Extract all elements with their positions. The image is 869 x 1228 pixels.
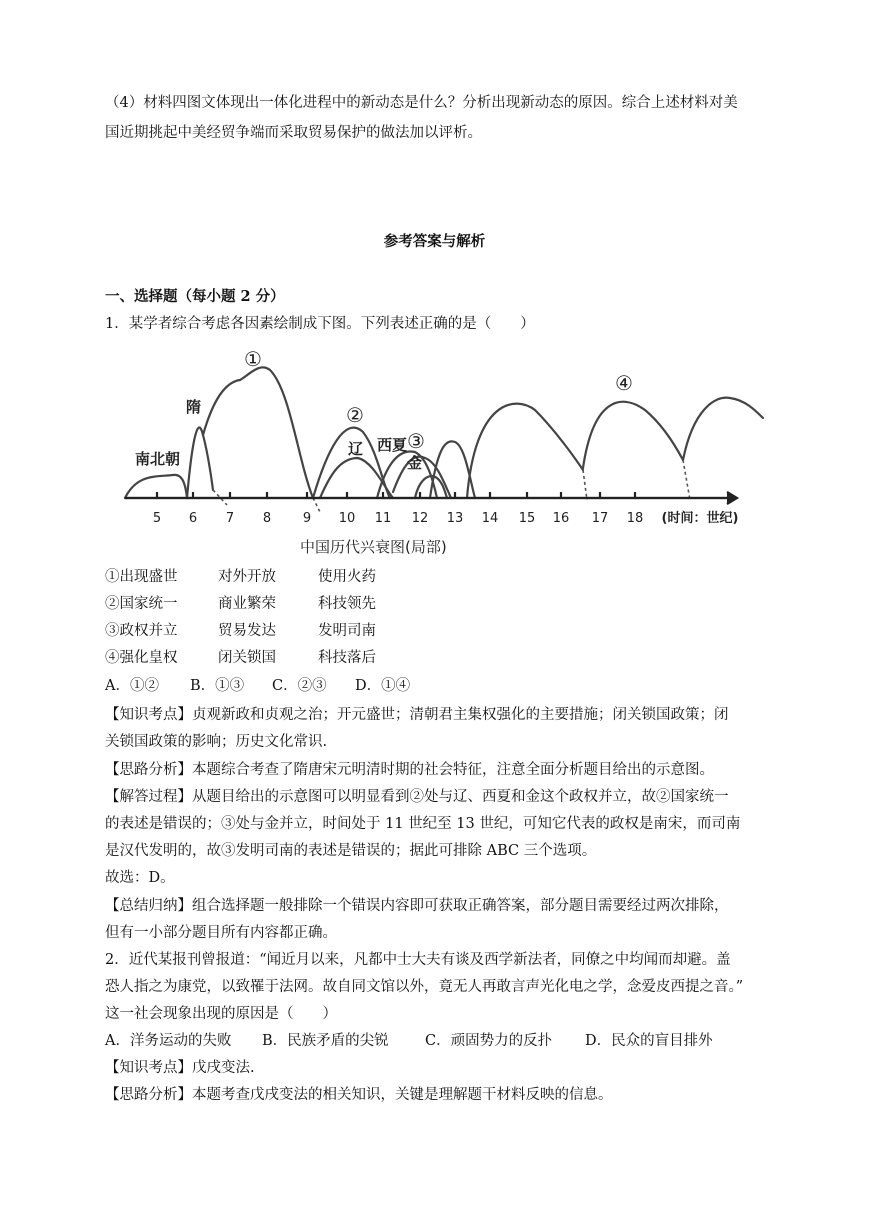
row-1-col-1: ①出现盛世 — [105, 569, 178, 585]
tick-label: 6 — [188, 511, 198, 526]
q2-stem-3: 这一社会现象出现的原因是（ ） — [105, 1006, 337, 1022]
q1-analysis: 【思路分析】本题综合考查了隋唐宋元明清时期的社会特征，注意全面分析题目给出的示意图。 — [105, 762, 714, 778]
choice-c: C．②③ — [272, 678, 327, 694]
tick-label: 15 — [518, 511, 536, 526]
marker-4: ④ — [615, 371, 633, 395]
tick-label: 18 — [626, 511, 644, 526]
tick-label: 14 — [481, 511, 499, 526]
label-xixia: 西夏 — [377, 436, 408, 454]
q4-line-1: （4）材料四图文体现出一体化进程中的新动态是什么？分析出现新动态的原因。综合上述材料对美 — [105, 95, 738, 111]
marker-2: ② — [346, 403, 364, 427]
figure-caption: 中国历代兴衰图(局部) — [300, 538, 447, 556]
row-3-col-3: 发明司南 — [318, 623, 376, 639]
tick-label: 11 — [374, 511, 392, 526]
tick-label: 5 — [152, 511, 162, 526]
q2-analysis: 【思路分析】本题考查戊戌变法的相关知识，关键是理解题干材料反映的信息。 — [105, 1087, 613, 1103]
q1-knowledge-2: 关锁国政策的影响；历史文化常识. — [105, 734, 328, 750]
row-3-col-1: ③政权并立 — [105, 623, 178, 639]
q1-knowledge-1: 【知识考点】贞观新政和贞观之治；开元盛世；清朝君主集权强化的主要措施；闭关锁国政策；闭 — [105, 707, 729, 723]
row-2-col-3: 科技领先 — [318, 596, 376, 612]
q1-process-2: 的表述是错误的；③处与金并立，时间处于 11 世纪至 13 世纪，可知它代表的政权是南宋，而司南 — [105, 816, 741, 832]
row-1-col-3: 使用火药 — [318, 569, 376, 585]
choice-d: D．①④ — [355, 678, 411, 694]
tick-label: 9 — [302, 511, 312, 526]
tick-label: 13 — [446, 511, 464, 526]
label-jin: 金 — [407, 454, 423, 472]
row-4-col-2: 闭关锁国 — [218, 650, 276, 666]
curve-tang — [203, 367, 313, 498]
curve-ming — [467, 404, 583, 498]
q2-stem-1: 2．近代某报刊曾报道：“闻近月以来，凡都中士大夫有谈及西学新法者，同僚之中均闻而却避。盖 — [105, 952, 731, 968]
axis-unit-label: (时间：世纪) — [661, 511, 739, 526]
tick-label: 17 — [591, 511, 609, 526]
q2-stem-2: 恐人指之为康党，以致罹于法网。故自同文馆以外，竟无人再敢言声光化电之学，念爱皮西提之音。” — [105, 979, 744, 995]
row-4-col-1: ④强化皇权 — [105, 650, 178, 666]
choice-a: A．①② — [105, 678, 159, 694]
section-heading: 一、选择题（每小题 2 分） — [105, 288, 285, 305]
row-4-col-3: 科技落后 — [318, 650, 376, 666]
q1-answer: 故选：D。 — [105, 870, 175, 886]
tick-label: 8 — [262, 511, 272, 526]
curve-sui — [187, 428, 213, 498]
q1-process-3: 是汉代发明的，故③发明司南的表述是错误的；据此可排除 ABC 三个选项。 — [105, 843, 597, 859]
row-2-col-2: 商业繁荣 — [218, 596, 276, 612]
curve-ming-3 — [583, 402, 683, 468]
choice-b: B．①③ — [190, 678, 245, 694]
row-2-col-1: ②国家统一 — [105, 596, 178, 612]
q1-stem: 1．某学者综合考虑各因素绘制成下图。下列表述正确的是（ ） — [105, 316, 535, 332]
marker-3: ③ — [407, 429, 425, 453]
tick-label: 7 — [225, 511, 235, 526]
q2-choice-c: C．顽固势力的反扑 — [425, 1033, 553, 1049]
q2-choice-b: B．民族矛盾的尖锐 — [262, 1033, 389, 1049]
marker-1: ① — [244, 347, 262, 371]
tick-label: 10 — [338, 511, 356, 526]
label-nanbeichao: 南北朝 — [135, 450, 181, 468]
q2-choice-a: A．洋务运动的失败 — [105, 1033, 232, 1049]
dynasty-rise-fall-figure — [115, 340, 765, 565]
label-sui: 隋 — [186, 398, 202, 416]
q2-knowledge: 【知识考点】戊戌变法. — [105, 1060, 255, 1076]
label-liao: 辽 — [348, 440, 364, 458]
row-3-col-2: 贸易发达 — [218, 623, 276, 639]
tick-label: 12 — [411, 511, 429, 526]
q1-summary-2: 但有一小部分题目所有内容都正确。 — [105, 925, 337, 941]
answer-title: 参考答案与解析 — [383, 233, 486, 250]
row-1-col-2: 对外开放 — [218, 569, 276, 585]
tick-label: 16 — [552, 511, 570, 526]
q2-choice-d: D．民众的盲目排外 — [585, 1033, 713, 1049]
curve-qing — [683, 398, 763, 460]
q1-process-1: 【解答过程】从题目给出的示意图可以明显看到②处与辽、西夏和金这个政权并立，故②国家统一 — [105, 789, 729, 805]
q1-summary-1: 【总结归纳】组合选择题一般排除一个错误内容即可获取正确答案，部分题目需要经过两次排除， — [105, 898, 729, 914]
q4-line-2: 国近期挑起中美经贸争端而采取贸易保护的做法加以评析。 — [105, 125, 482, 141]
